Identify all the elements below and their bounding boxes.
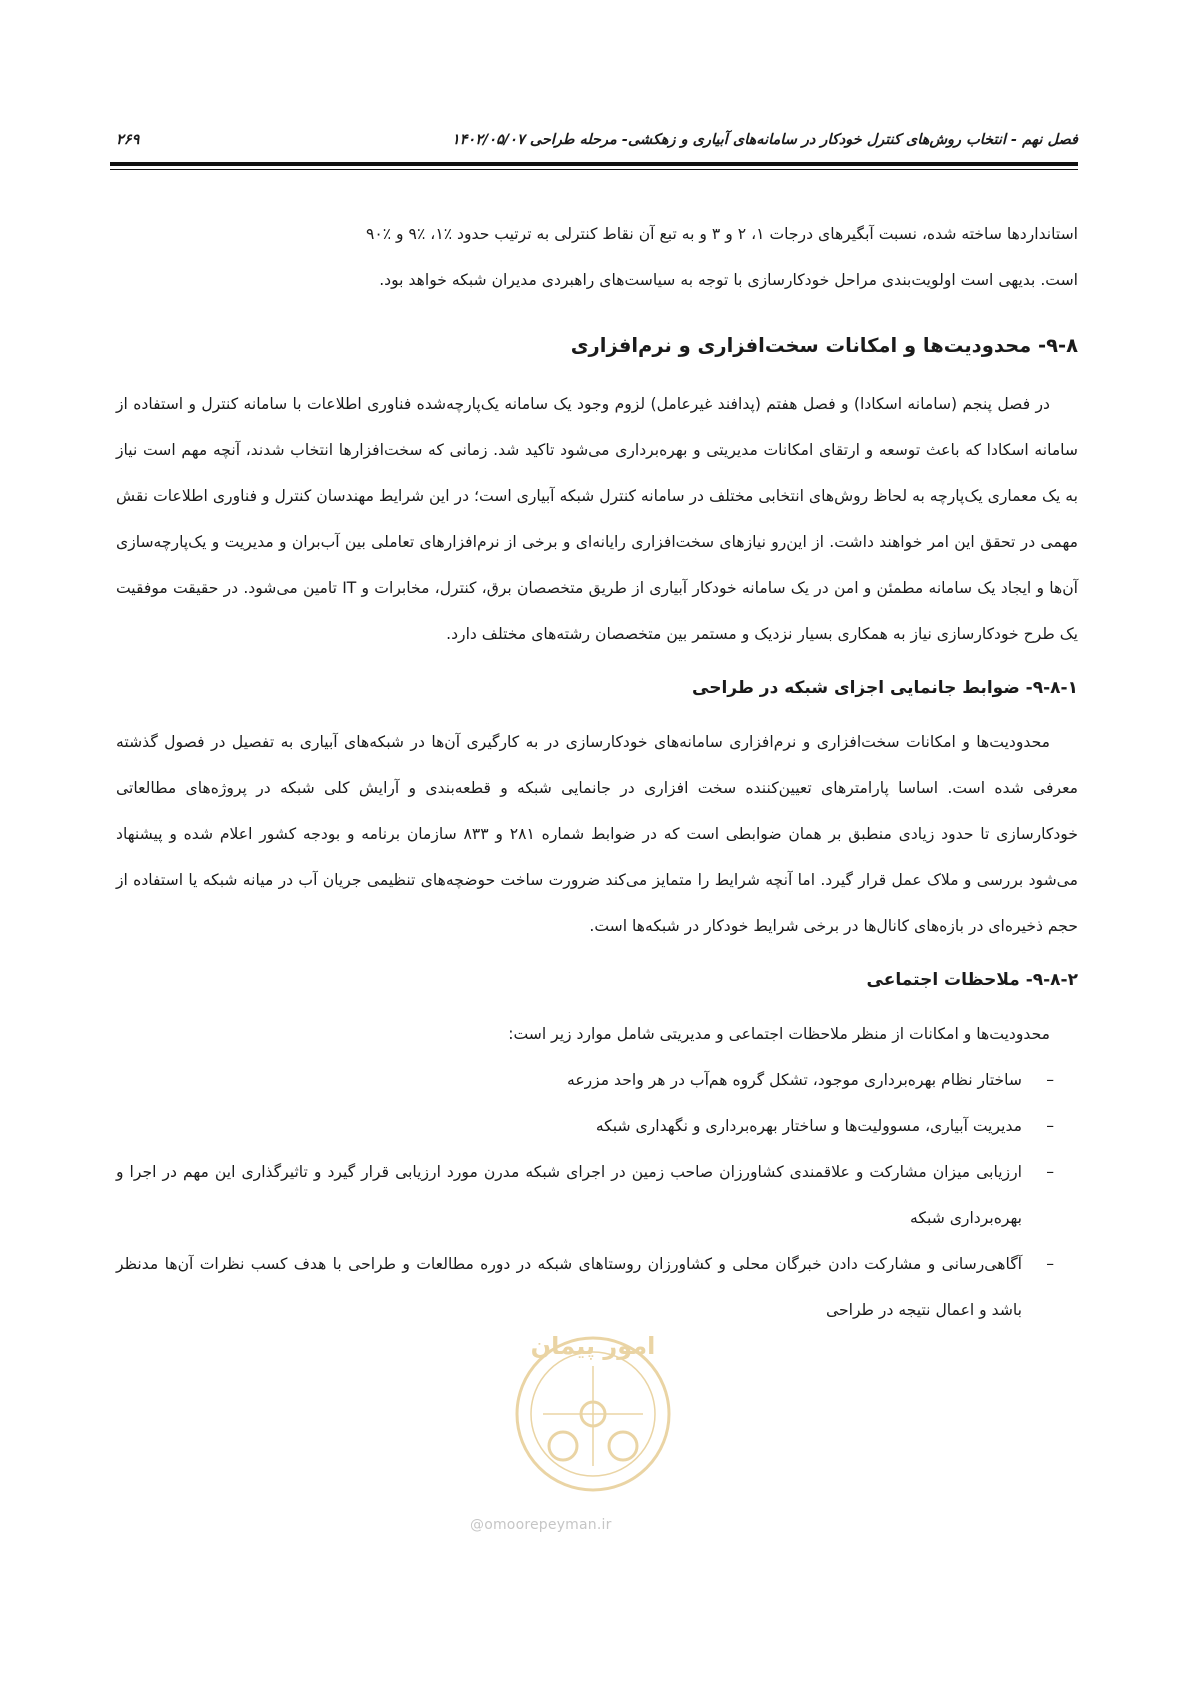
page-number: ۲۶۹ xyxy=(116,132,140,148)
intro-line-2: است. بدیهی است اولویت‌بندی مراحل خودکارسازی با توجه به سیاست‌های راهبردی مدیران شبکه خواهد بود. xyxy=(379,271,1078,289)
intro-paragraph xyxy=(116,211,1078,303)
list-item xyxy=(116,1103,1078,1149)
page-body xyxy=(116,211,1078,1333)
list-item-text: ارزیابی میزان مشارکت و علاقمندی کشاورزان صاحب زمین در اجرای شبکه مدرن مورد ارزیابی قرار گیرد و تاثیرگذاری این مهم در اجرا و بهره‌برداری شبکه xyxy=(116,1163,1022,1227)
header-rule-thin xyxy=(110,169,1078,170)
list-item xyxy=(116,1057,1078,1103)
subsection-1-paragraph: محدودیت‌ها و امکانات سخت‌افزاری و نرم‌افزاری سامانه‌های خودکارسازی در به کارگیری آن‌ها در شبکه‌های آبیاری به تفصیل در فصول گذشته معرفی شده است. اساسا پارامترهای تعیین‌کننده سخت افزاری در جانمایی شبکه و قطعه‌بندی و آرایش کلی شبکه در پروژه‌های مطالعاتی خودکارسازی تا حدود زیادی منطبق بر همان ضوابطی است که در ضوابط شماره ۲۸۱ و ۸۳۳ سازمان برنامه و بودجه کشور اعلام شده و پیشنهاد می‌شود بررسی و ملاک عمل قرار گیرد. اما آنچه شرایط را متمایز می‌کند ضرورت ساخت حوضچه‌های تنظیمی جریان آب در میانه شبکه یا استفاده از حجم ذخیره‌ای در بازه‌های کانال‌ها در برخی شرایط خودکار در شبکه‌ها است. xyxy=(116,733,1078,935)
dash-bullet-icon: – xyxy=(1046,1163,1054,1181)
section-heading: ۹-۸- محدودیت‌ها و امکانات سخت‌افزاری و نرم‌افزاری xyxy=(570,334,1078,357)
section-paragraph: در فصل پنجم (سامانه اسکادا) و فصل هفتم (پدافند غیرعامل) لزوم وجود یک سامانه یک‌پارچه‌شده فناوری اطلاعات با سامانه کنترل و استفاده از سامانه اسکادا که باعث توسعه و ارتقای امکانات مدیریتی و بهره‌برداری می‌شود تاکید شد. زمانی که سخت‌افزارها انتخاب شدند، آنچه مهم است نیاز به یک معماری یک‌پارچه به لحاظ روش‌های انتخابی مختلف در سامانه کنترل شبکه آبیاری است؛ در این شرایط مهندسان کنترل و فناوری اطلاعات نقش مهمی در تحقق این امر خواهند داشت. از این‌رو نیازهای سخت‌افزاری رایانه‌ای و برخی از نرم‌افزارهای تعاملی بین آب‌بران و مدیریت و یک‌پارچه‌سازی آن‌ها و ایجاد یک سامانه مطمئن و امن در یک سامانه خودکار آبیاری از طریق متخصصان برق، کنترل، مخابرات و IT تامین می‌شود. در حقیقت موفقیت یک طرح خودکارسازی نیاز به همکاری بسیار نزدیک و مستمر بین متخصصان رشته‌های مختلف دارد. xyxy=(116,395,1078,643)
watermark-url: @omoorepeyman.ir xyxy=(470,1517,612,1533)
running-header xyxy=(110,128,1078,156)
dash-bullet-icon: – xyxy=(1046,1117,1054,1135)
list-item xyxy=(116,1149,1078,1241)
subsection-1-heading: ۹-۸-۱- ضوابط جانمایی اجزای شبکه در طراحی xyxy=(692,678,1078,698)
subsection-2-intro: محدودیت‌ها و امکانات از منظر ملاحظات اجتماعی و مدیریتی شامل موارد زیر است: xyxy=(508,1025,1050,1043)
chapter-title: فصل نهم - انتخاب روش‌های کنترل خودکار در سامانه‌های آبیاری و زهکشی- مرحله طراحی ۱۴۰۲/۰۵/۰۷ xyxy=(451,132,1078,148)
intro-line-1: استانداردها ساخته شده، نسبت آبگیرهای درجات ۱، ۲ و ۳ و به تبع آن نقاط کنترلی به ترتیب حدود ٪۱، ٪۹ و ٪۹۰ xyxy=(365,225,1078,243)
list-item-text: ساختار نظام بهره‌برداری موجود، تشکل گروه هم‌آب در هر واحد مزرعه xyxy=(566,1071,1022,1089)
list-item xyxy=(116,1241,1078,1333)
subsection-2-heading: ۹-۸-۲- ملاحظات اجتماعی xyxy=(866,970,1078,990)
list-item-text: مدیریت آبیاری، مسوولیت‌ها و ساختار بهره‌برداری و نگهداری شبکه xyxy=(595,1117,1022,1135)
list-item-text: آگاهی‌رسانی و مشارکت دادن خبرگان محلی و کشاورزان روستاهای شبکه در دوره مطالعات و طراحی با هدف کسب نظرات آن‌ها مدنظر باشد و اعمال نتیجه در طراحی xyxy=(116,1255,1022,1319)
svg-text:امور پیمان: امور پیمان xyxy=(530,1332,656,1360)
dash-bullet-icon: – xyxy=(1046,1071,1054,1089)
social-considerations-list xyxy=(116,1057,1078,1333)
header-rule-thick xyxy=(110,162,1078,166)
dash-bullet-icon: – xyxy=(1046,1255,1054,1273)
